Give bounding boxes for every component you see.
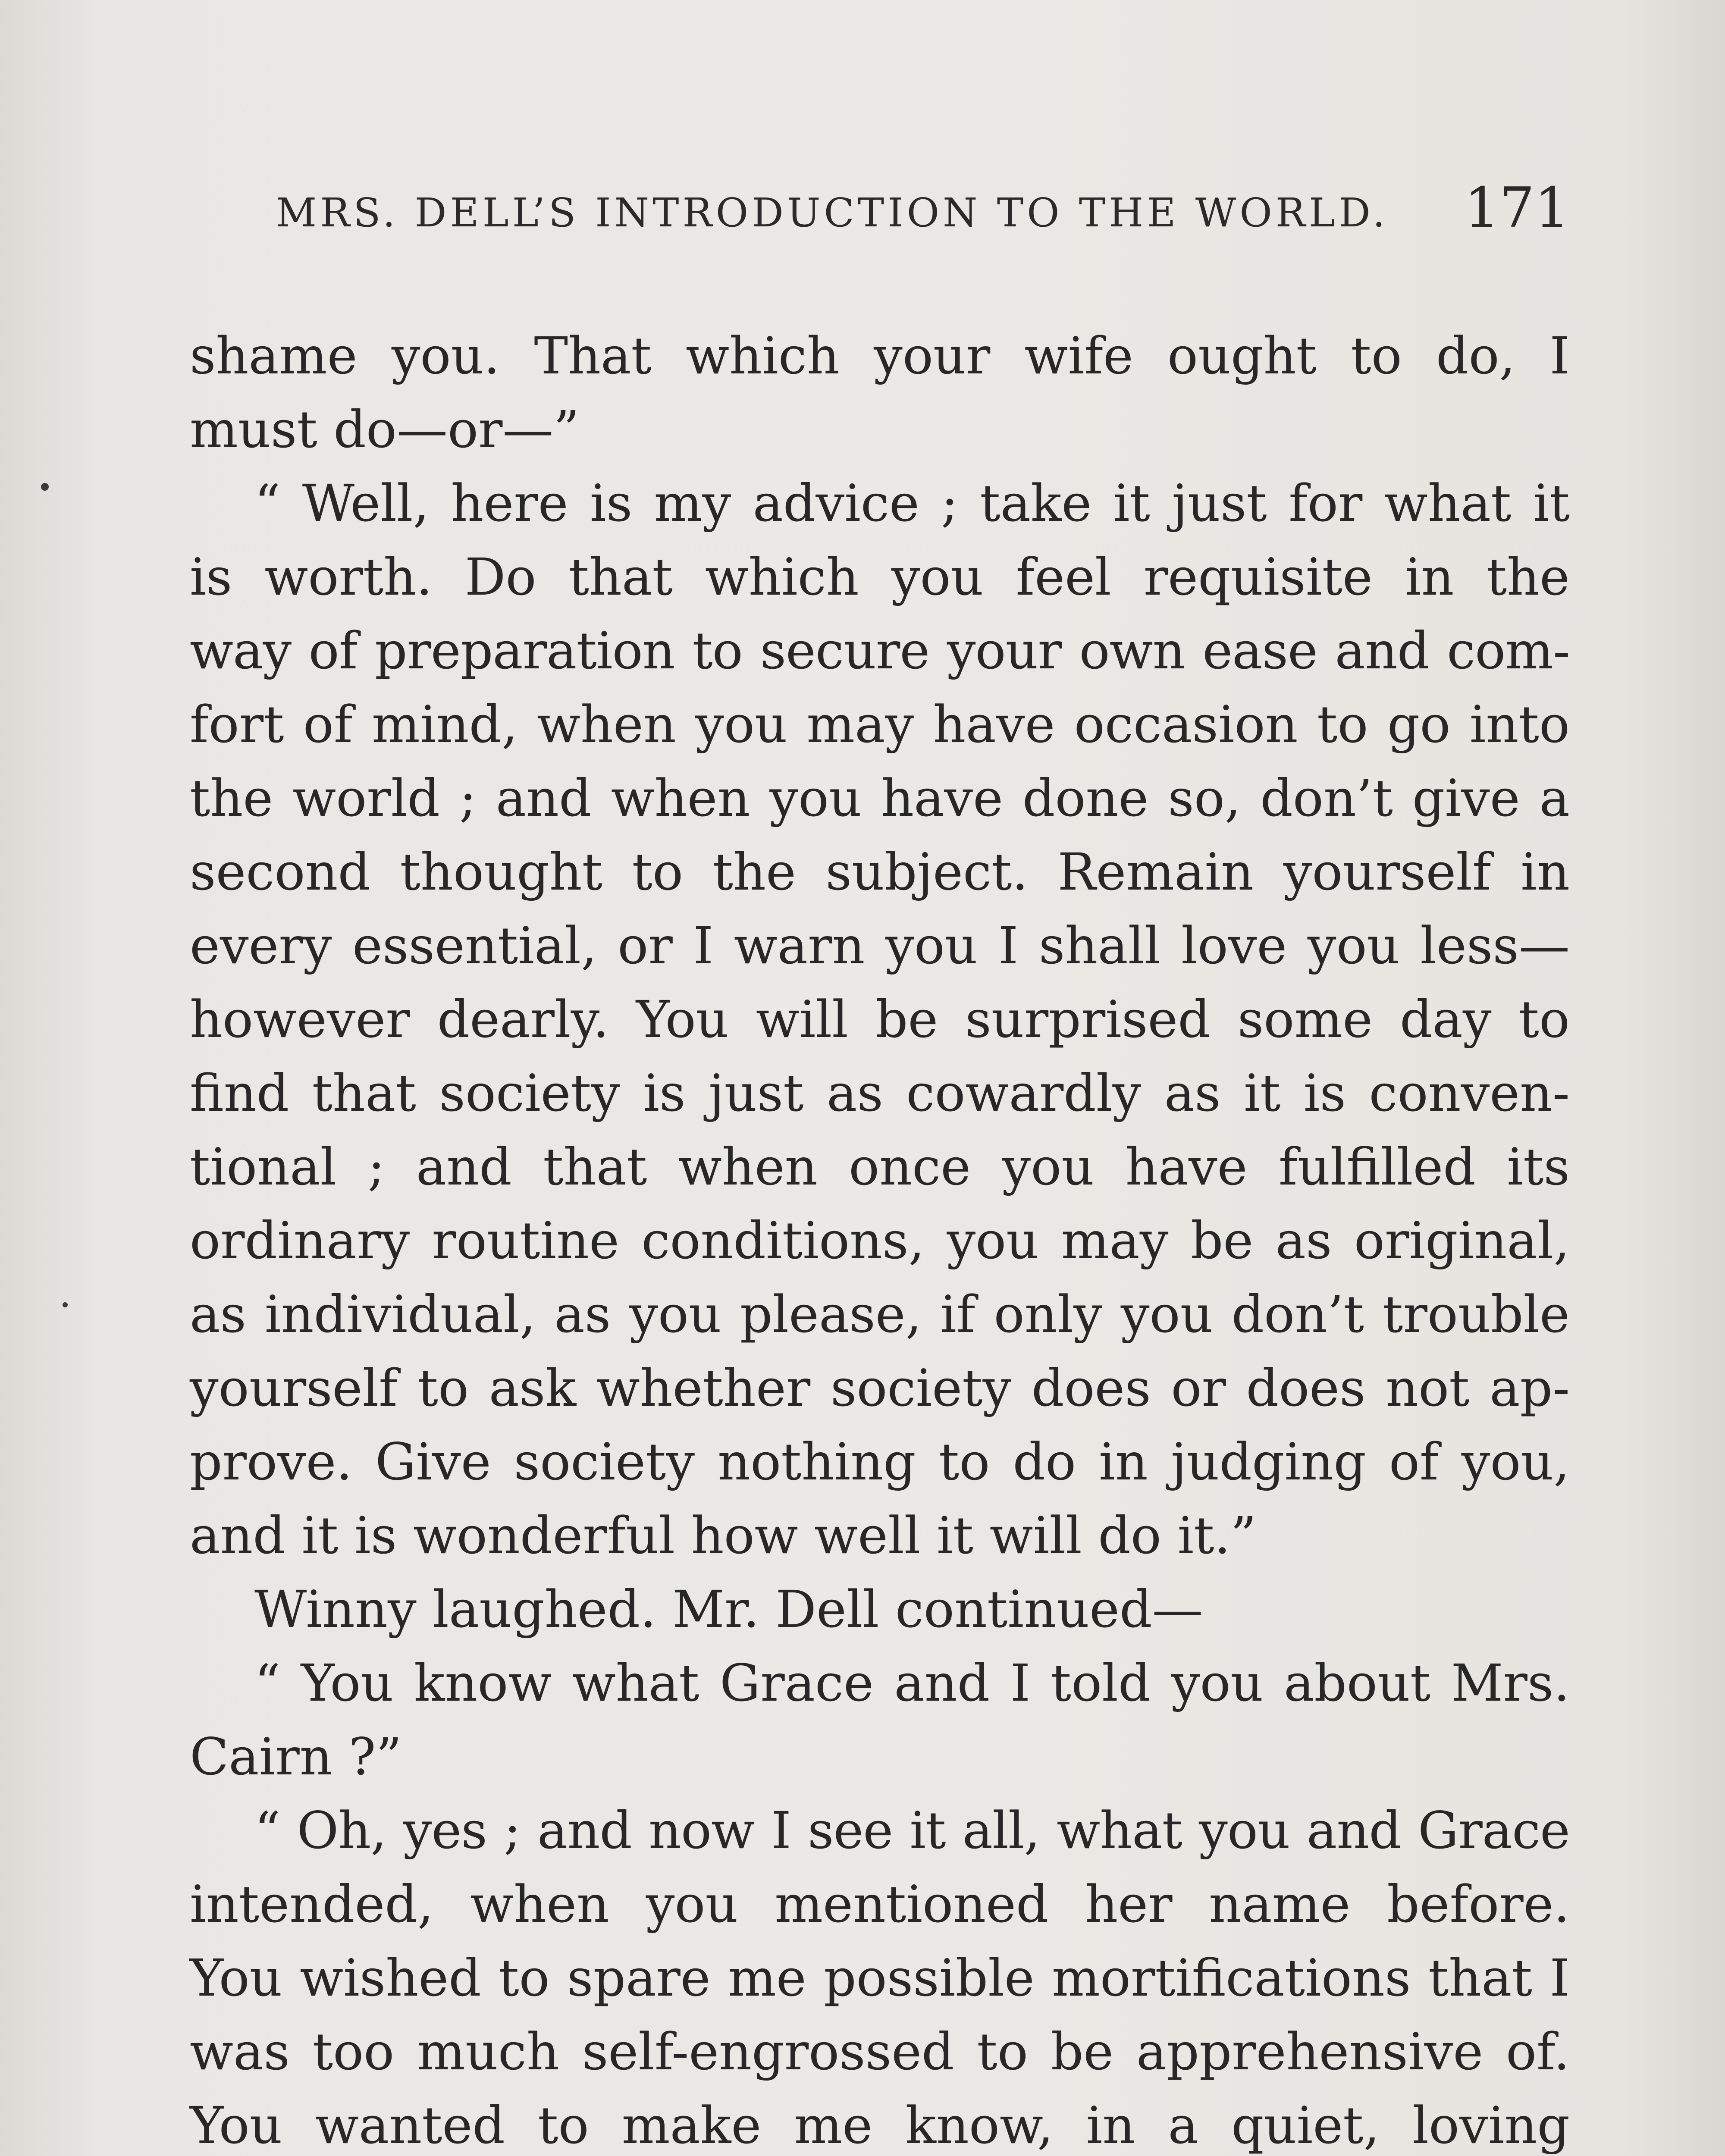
text-line: is worth. Do that which you feel requisite in the [190,547,1570,607]
text-line: was too much self-engrossed to be apprehensive of. [190,2022,1570,2081]
text-line: find that society is just as cowardly as it is conven- [190,1063,1570,1123]
text-line: intended, when you mentioned her name before. [190,1874,1570,1934]
text-line: You wanted to make me know, in a quiet, loving [190,2096,1570,2155]
running-head [276,172,1570,240]
text-line: “ You know what Grace and I told you about Mrs. [254,1653,1570,1713]
text-line: Cairn ?” [190,1727,402,1786]
text-line: shame you. That which your wife ought to do, I [190,326,1570,385]
text-line: must do—or—” [190,400,580,459]
running-title: MRS. DELL’S INTRODUCTION TO THE WORLD. [276,190,1389,236]
page-number: 171 [1464,176,1570,240]
text-line: the world ; and when you have done so, don’t give a [190,768,1570,828]
text-line: as individual, as you please, if only you don’t trouble [190,1285,1570,1344]
text-line: “ Well, here is my advice ; take it just for what it [254,473,1570,533]
text-line: tional ; and that when once you have fulfilled its [190,1137,1570,1197]
text-line: fort of mind, when you may have occasion to go into [190,695,1570,754]
text-line: way of preparation to secure your own ease and com- [190,621,1570,680]
text-line: prove. Give society nothing to do in judging of you, [190,1432,1570,1492]
text-line: You wished to spare me possible mortifications that I [190,1948,1570,2008]
body-text [190,319,1570,2156]
text-line: ordinary routine conditions, you may be as original, [190,1211,1570,1270]
text-line: and it is wonderful how well it will do it.” [190,1506,1257,1565]
text-line: “ Oh, yes ; and now I see it all, what you and Grace [254,1801,1570,1860]
text-line: every essential, or I warn you I shall love you less— [190,916,1570,975]
ink-speck [63,1302,68,1307]
text-line: yourself to ask whether society does or does not ap- [190,1358,1570,1418]
text-line: however dearly. You will be surprised some day to [190,990,1570,1049]
text-line: Winny laughed. Mr. Dell continued— [254,1579,1203,1639]
text-line: second thought to the subject. Remain yourself in [190,842,1570,902]
ink-speck [41,483,49,491]
